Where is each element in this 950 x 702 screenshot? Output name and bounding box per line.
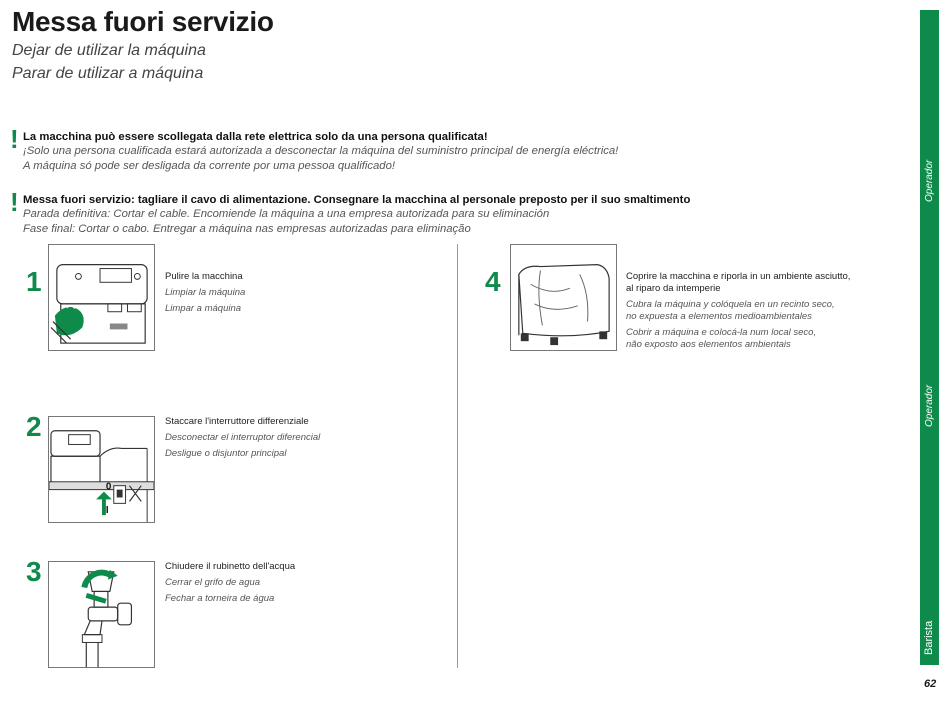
subtitle-spanish: Dejar de utilizar la máquina xyxy=(12,42,206,59)
step-3-text-pt: Fechar a torneira de água xyxy=(165,593,275,604)
step-2-image xyxy=(48,416,155,523)
step-1-image xyxy=(48,244,155,351)
step-4-text-es-2: no expuesta a elementos medioambientales xyxy=(626,311,812,322)
exclamation-icon: ! xyxy=(10,187,19,217)
exclamation-icon: ! xyxy=(10,124,19,154)
step-4-text-it-2: al riparo da intemperie xyxy=(626,283,721,294)
warning-text-pt: A máquina só pode ser desligada da corrente por uma pessoa qualificado! xyxy=(23,160,395,172)
step-2-text-es: Desconectar el interruptor diferencial xyxy=(165,432,321,443)
page-title: Messa fuori servizio xyxy=(12,6,274,37)
step-number-4: 4 xyxy=(485,266,501,297)
column-divider xyxy=(457,244,458,668)
step-number-1: 1 xyxy=(26,266,42,297)
page-number: 62 xyxy=(924,678,937,690)
step-2-text xyxy=(165,416,320,460)
covered-machine-illustration xyxy=(511,245,616,350)
warning-text-es: Parada definitiva: Cortar el cable. Encomiende la máquina a una empresa autorizada para su eliminación xyxy=(23,208,550,220)
water-tap-illustration xyxy=(49,562,154,667)
step-3-image xyxy=(48,561,155,668)
step-4-text-it-1: Coprire la macchina e riporla in un ambiente asciutto, xyxy=(626,271,851,282)
sidebar-label-operador-2: Operador xyxy=(924,384,935,427)
warning-text-it: Messa fuori servizio: tagliare il cavo di alimentazione. Consegnare la macchina al personale preposto per il suo smaltimento xyxy=(23,194,691,206)
step-2-text-pt: Desligue o disjuntor principal xyxy=(165,448,287,459)
warning-text-pt: Fase final: Cortar o cabo. Entregar a máquina nas empresas autorizadas para eliminação xyxy=(23,223,471,235)
warning-text-it: La macchina può essere scollegata dalla rete elettrica solo da una persona qualificata! xyxy=(23,131,488,143)
step-number-3: 3 xyxy=(26,556,42,587)
step-number-2: 2 xyxy=(26,411,42,442)
step-3-text xyxy=(165,561,295,605)
step-1-text xyxy=(165,271,245,315)
step-2-text-it: Staccare l'interruttore differenziale xyxy=(165,416,309,427)
subtitle-portuguese: Parar de utilizar a máquina xyxy=(12,65,204,82)
switch-off-label: I xyxy=(105,505,109,517)
step-4-text-pt-1: Cobrir a máquina e colocá-la num local seco, xyxy=(626,327,817,338)
clean-machine-illustration xyxy=(49,245,154,350)
step-1-text-es: Limpiar la máquina xyxy=(165,287,246,298)
main-switch-illustration xyxy=(49,417,154,522)
step-1-text-it: Pulire la macchina xyxy=(165,271,243,282)
language-sidebar xyxy=(920,10,939,665)
step-4-image xyxy=(510,244,617,351)
step-3-text-it: Chiudere il rubinetto dell'acqua xyxy=(165,561,296,572)
step-1-text-pt: Limpar a máquina xyxy=(165,303,242,314)
switch-on-label: 0 xyxy=(105,481,112,493)
step-3-text-es: Cerrar el grifo de agua xyxy=(165,577,261,588)
sidebar-label-barista: Barista xyxy=(923,620,935,655)
warning-text-es: ¡Solo una persona cualificada estará autorizada a desconectar la máquina del suministro principal de energía eléctrica! xyxy=(23,145,619,157)
step-4-text-es-1: Cubra la máquina y colóquela en un recinto seco, xyxy=(626,299,835,310)
sidebar-label-operador: Operador xyxy=(924,159,935,202)
step-4-text-pt-2: não exposto aos elementos ambientais xyxy=(626,339,791,350)
step-4-text xyxy=(626,271,850,351)
